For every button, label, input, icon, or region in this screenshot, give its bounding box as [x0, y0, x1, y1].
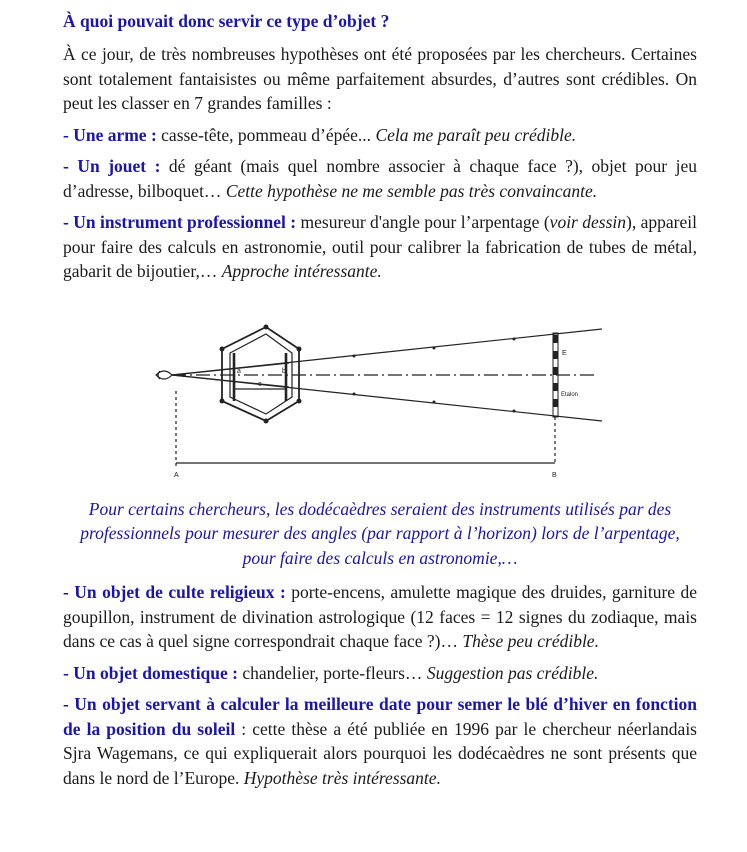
surveying-diagram-svg	[134, 291, 634, 485]
surveying-diagram	[134, 291, 634, 485]
label-B: B	[552, 471, 557, 479]
figure-caption: Pour certains chercheurs, les dodécaèdres seraient des instruments utilisés par des professionnels pour mesurer des angles (par rapport à l’horizon) lors de l’arpentage, pour faire des calculs en astronomie,…	[80, 498, 680, 568]
hypothesis-comment: Cette hypothèse ne me semble pas très convaincante.	[225, 180, 598, 201]
hypothesis-dash: -	[63, 694, 75, 714]
hypothesis-comment: Suggestion pas crédible.	[426, 662, 599, 683]
hypothesis-label: Un jouet :	[77, 156, 161, 176]
hypothesis-toy	[63, 154, 697, 203]
hypothesis-text: dé géant (mais quel nombre associer à chaque face ?), objet pour jeu d’adresse, bilboquet…	[63, 156, 697, 201]
hypothesis-label: Un objet domestique :	[73, 662, 238, 683]
hypothesis-label: Un objet de culte religieux :	[74, 582, 286, 602]
hypothesis-text: mesureur d'angle pour l’arpentage (	[296, 212, 550, 232]
hypothesis-sowing-calculator	[63, 692, 697, 790]
hypothesis-text: : cette thèse a été publiée en 1996 par le chercheur néerlandais Sjra Wagemans, ce qui expliquerait alors pourquoi les dodécaèdres ne sont présents que dans le nord de l’Europe.	[63, 718, 697, 788]
label-etalon: Etalon	[561, 391, 579, 398]
hypothesis-comment: Approche intéressante.	[221, 261, 382, 281]
section-title: À quoi pouvait donc servir ce type d’objet ?	[63, 11, 390, 31]
hypothesis-text: chandelier, porte-fleurs…	[238, 662, 427, 683]
hypothesis-text: ), appareil pour faire des calculs en astronomie, outil pour calibrer la fabrication de tubes de métal, gabarit de bijoutier,…	[63, 212, 697, 281]
hypothesis-label: Une arme :	[73, 124, 157, 145]
label-A: A	[174, 471, 179, 479]
label-c: c	[258, 380, 262, 388]
hypothesis-text: casse-tête, pommeau d’épée...	[156, 124, 376, 145]
hypothesis-label: Un objet servant à calculer la meilleure date pour semer le blé d’hiver en fonction de la position du soleil	[63, 694, 697, 739]
intro-paragraph: À ce jour, de très nombreuses hypothèses ont été proposées par les chercheurs. Certaines sont totalement fantaisistes ou même parfaitement absurdes, d’autres sont crédibles. On peut les classer en 7 grandes familles :	[63, 44, 697, 113]
hypothesis-professional-instrument	[63, 210, 697, 284]
hypothesis-comment: Cela me paraît peu crédible.	[375, 124, 577, 145]
label-a: a	[237, 367, 241, 375]
hypothesis-dash: -	[63, 212, 74, 232]
hypothesis-comment: Thèse peu crédible.	[462, 631, 599, 651]
hypothesis-dash: -	[63, 662, 74, 683]
hypothesis-religious-object	[63, 580, 697, 654]
hypothesis-dash: -	[63, 124, 74, 145]
label-E: E	[562, 349, 567, 357]
label-b: b	[282, 367, 286, 375]
hypothesis-text: porte-encens, amulette magique des druides, garniture de goupillon, instrument de divination astrologique (12 faces = 12 signes du zodiaque, mais dans ce cas à quel signe correspondrait chaque face ?)…	[63, 582, 697, 651]
hypothesis-dash: -	[63, 582, 75, 602]
hypothesis-comment: Hypothèse très intéressante.	[243, 767, 441, 788]
hypothesis-domestic-object	[63, 661, 697, 686]
hypothesis-weapon	[63, 123, 697, 148]
see-drawing-text: voir dessin	[549, 212, 627, 232]
hypothesis-dash: -	[63, 156, 78, 176]
hypothesis-label: Un instrument professionnel :	[73, 212, 297, 232]
